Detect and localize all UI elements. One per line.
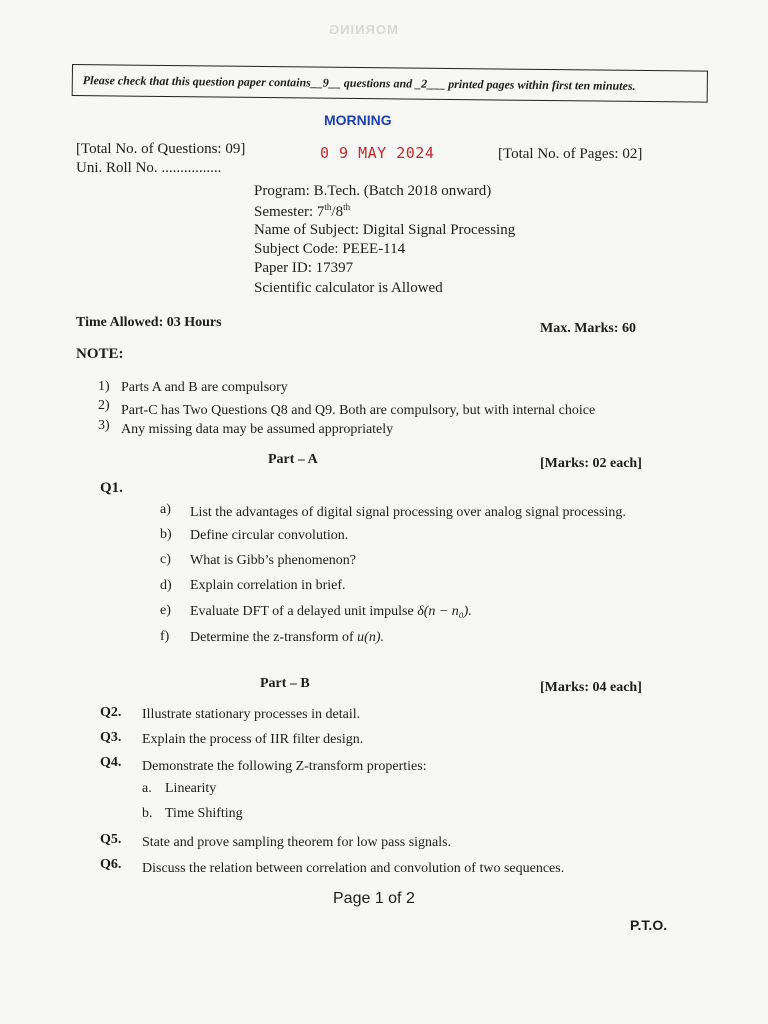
question-text: Discuss the relation between correlation and convolution of two sequences. xyxy=(142,861,565,876)
roll-number: Uni. Roll No. ................ xyxy=(76,160,222,176)
semester-mid: /8 xyxy=(331,204,344,220)
q1-item-e-line xyxy=(190,604,472,620)
question-label: Q4. xyxy=(100,755,122,770)
q1-item-letter: b) xyxy=(160,527,172,542)
subject-code: Subject Code: PEEE-114 xyxy=(254,241,406,257)
unit-step-math: u(n). xyxy=(357,630,384,645)
semester-sup-1: th xyxy=(324,202,332,212)
subitem-text: Linearity xyxy=(165,781,217,796)
faint-mirror-text: MORNING xyxy=(328,22,398,37)
note-number: 1) xyxy=(98,379,110,394)
q1-item-text: Evaluate DFT of a delayed unit impulse xyxy=(190,604,414,619)
part-b-title: Part – B xyxy=(260,676,310,691)
question-text: Explain the process of IIR filter design. xyxy=(142,732,364,747)
q1-label: Q1. xyxy=(100,480,123,496)
question-text: Demonstrate the following Z-transform properties: xyxy=(142,759,427,774)
subitem-text: Time Shifting xyxy=(165,806,243,821)
date-stamp: 0 9 MAY 2024 xyxy=(320,144,435,162)
program-line: Program: B.Tech. (Batch 2018 onward) xyxy=(254,183,492,199)
q1-item-letter: e) xyxy=(160,603,171,618)
max-marks: Max. Marks: 60 xyxy=(540,321,637,336)
calculator-note: Scientific calculator is Allowed xyxy=(254,280,443,296)
delayed-impulse-math: δ(n − n₀). xyxy=(417,604,472,619)
note-number: 2) xyxy=(98,398,110,413)
time-allowed: Time Allowed: 03 Hours xyxy=(76,315,222,330)
check-notice-box xyxy=(72,64,708,103)
note-text: Part-C has Two Questions Q8 and Q9. Both are compulsory, but with internal choice xyxy=(121,403,596,418)
question-label: Q2. xyxy=(100,705,122,720)
note-text: Parts A and B are compulsory xyxy=(121,380,288,395)
q1-item-text: Explain correlation in brief. xyxy=(190,578,346,593)
q1-item-text: List the advantages of digital signal processing over analog signal processing. xyxy=(190,505,626,520)
total-questions: [Total No. of Questions: 09] xyxy=(76,141,246,157)
subject-name: Name of Subject: Digital Signal Processing xyxy=(254,222,516,238)
part-a-marks: [Marks: 02 each] xyxy=(540,456,642,471)
semester-prefix: Semester: 7 xyxy=(254,204,325,220)
question-label: Q5. xyxy=(100,832,122,847)
part-a-title: Part – A xyxy=(268,452,318,467)
note-number: 3) xyxy=(98,418,110,433)
q1-item-letter: d) xyxy=(160,578,172,593)
question-text: Illustrate stationary processes in detail. xyxy=(142,707,361,722)
check-notice-text: Please check that this question paper contains__9__ questions and _2___ printed pages within first ten minutes. xyxy=(82,72,636,93)
pto-label: P.T.O. xyxy=(630,917,668,933)
subitem-letter: b. xyxy=(142,806,153,821)
q1-item-text: Determine the z-transform of xyxy=(190,630,354,645)
part-b-marks: [Marks: 04 each] xyxy=(540,680,642,695)
subitem-letter: a. xyxy=(142,781,152,796)
note-title: NOTE: xyxy=(76,346,124,362)
note-text: Any missing data may be assumed appropriately xyxy=(121,422,394,437)
total-pages: [Total No. of Pages: 02] xyxy=(498,146,643,162)
semester-sup-2: th xyxy=(343,202,351,212)
page-number: Page 1 of 2 xyxy=(333,890,415,907)
q1-item-text: Define circular convolution. xyxy=(190,528,349,543)
q1-item-letter: c) xyxy=(160,552,171,567)
session-stamp: MORNING xyxy=(324,112,392,128)
question-label: Q3. xyxy=(100,730,122,745)
q1-item-text: What is Gibb’s phenomenon? xyxy=(190,553,357,568)
q1-item-f-line xyxy=(190,630,384,646)
question-label: Q6. xyxy=(100,857,122,872)
question-text: State and prove sampling theorem for low pass signals. xyxy=(142,835,452,850)
paper-id: Paper ID: 17397 xyxy=(254,260,354,276)
semester-line xyxy=(254,202,350,221)
q1-item-letter: f) xyxy=(160,629,170,644)
q1-item-letter: a) xyxy=(160,502,171,517)
